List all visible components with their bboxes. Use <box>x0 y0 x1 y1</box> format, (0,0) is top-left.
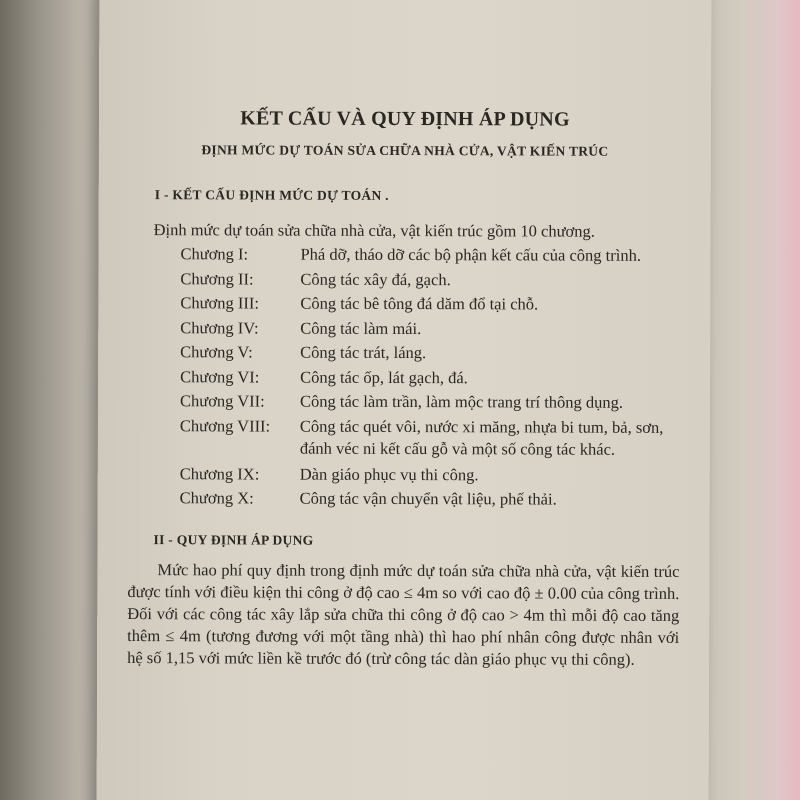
chapter-row <box>180 316 680 342</box>
chapter-description: Công tác làm mái. <box>300 318 422 338</box>
chapter-row <box>180 462 680 488</box>
chapter-name: Chương X: <box>179 488 254 508</box>
chapter-name: Chương VII: <box>179 391 265 411</box>
chapter-description: Phá dỡ, tháo dỡ các bộ phận kết cấu của công trình. <box>300 244 642 265</box>
chapter-name: Chương V: <box>180 342 253 362</box>
chapter-name: Chương IX: <box>179 463 260 483</box>
chapter-list <box>180 242 681 512</box>
chapter-row <box>180 414 680 464</box>
chapter-description: Dàn giáo phục vụ thi công. <box>299 464 479 484</box>
chapter-description: Công tác bê tông đá dăm đổ tại chỗ. <box>300 293 539 314</box>
chapter-row <box>180 291 680 317</box>
chapter-description: Công tác xây đá, gạch. <box>300 269 451 289</box>
section-1-intro: Định mức dự toán sửa chữa nhà cửa, vật kiến trúc gồm 10 chương. <box>153 220 595 241</box>
chapter-description: Công tác làm trần, làm mộc trang trí thông dụng. <box>299 391 624 412</box>
chapter-name: Chương VI: <box>180 366 260 386</box>
chapter-description: Công tác ốp, lát gạch, đá. <box>300 367 468 387</box>
chapter-row <box>180 267 680 293</box>
chapter-name: Chương III: <box>180 293 260 313</box>
chapter-name: Chương VIII: <box>179 415 271 436</box>
chapter-row <box>180 242 680 268</box>
chapter-name: Chương IV: <box>180 317 259 337</box>
section-heading-2: II - QUY ĐỊNH ÁP DỤNG <box>153 532 314 548</box>
section-2-paragraph: Mức hao phí quy định trong định mức dự toán sửa chữa nhà cửa, vật kiến trúc được tính với điều kiện thi công ở độ cao ≤ 4m so với cao độ ± 0.00 của công trình. Đối với các công tác xây lắp sửa chữa thi công ở độ cao > 4m thì mỗi độ cao tăng thêm ≤ 4m (tương đương với một tầng nhà) thì hao phí nhân công được nhân với hệ số 1,15 với mức liền kề trước đó (trừ công tác dàn giáo phục vụ thi công). <box>127 560 680 669</box>
adjacent-pages-edge <box>700 0 800 800</box>
chapter-name: Chương I: <box>180 244 249 264</box>
section-heading-1: I - KẾT CẤU ĐỊNH MỨC DỰ TOÁN . <box>154 187 389 203</box>
chapter-description: Công tác trát, láng. <box>300 342 427 363</box>
chapter-row <box>180 486 680 512</box>
chapter-row <box>180 365 680 391</box>
chapter-row <box>180 340 680 366</box>
chapter-description: Công tác vận chuyển vật liệu, phế thải. <box>299 488 557 509</box>
chapter-description: Công tác quét vôi, nước xi măng, nhựa bi tum, bả, sơn, đánh véc ni kết cấu gỗ và một số công tác khác. <box>299 416 664 459</box>
page-title: KẾT CẤU VÀ QUY ĐỊNH ÁP DỤNG <box>240 107 570 131</box>
chapter-row <box>180 389 680 415</box>
book-page <box>97 0 712 800</box>
page-subtitle: ĐỊNH MỨC DỰ TOÁN SỬA CHỮA NHÀ CỬA, VẬT KIẾN TRÚC <box>201 142 609 159</box>
chapter-name: Chương II: <box>180 268 254 288</box>
